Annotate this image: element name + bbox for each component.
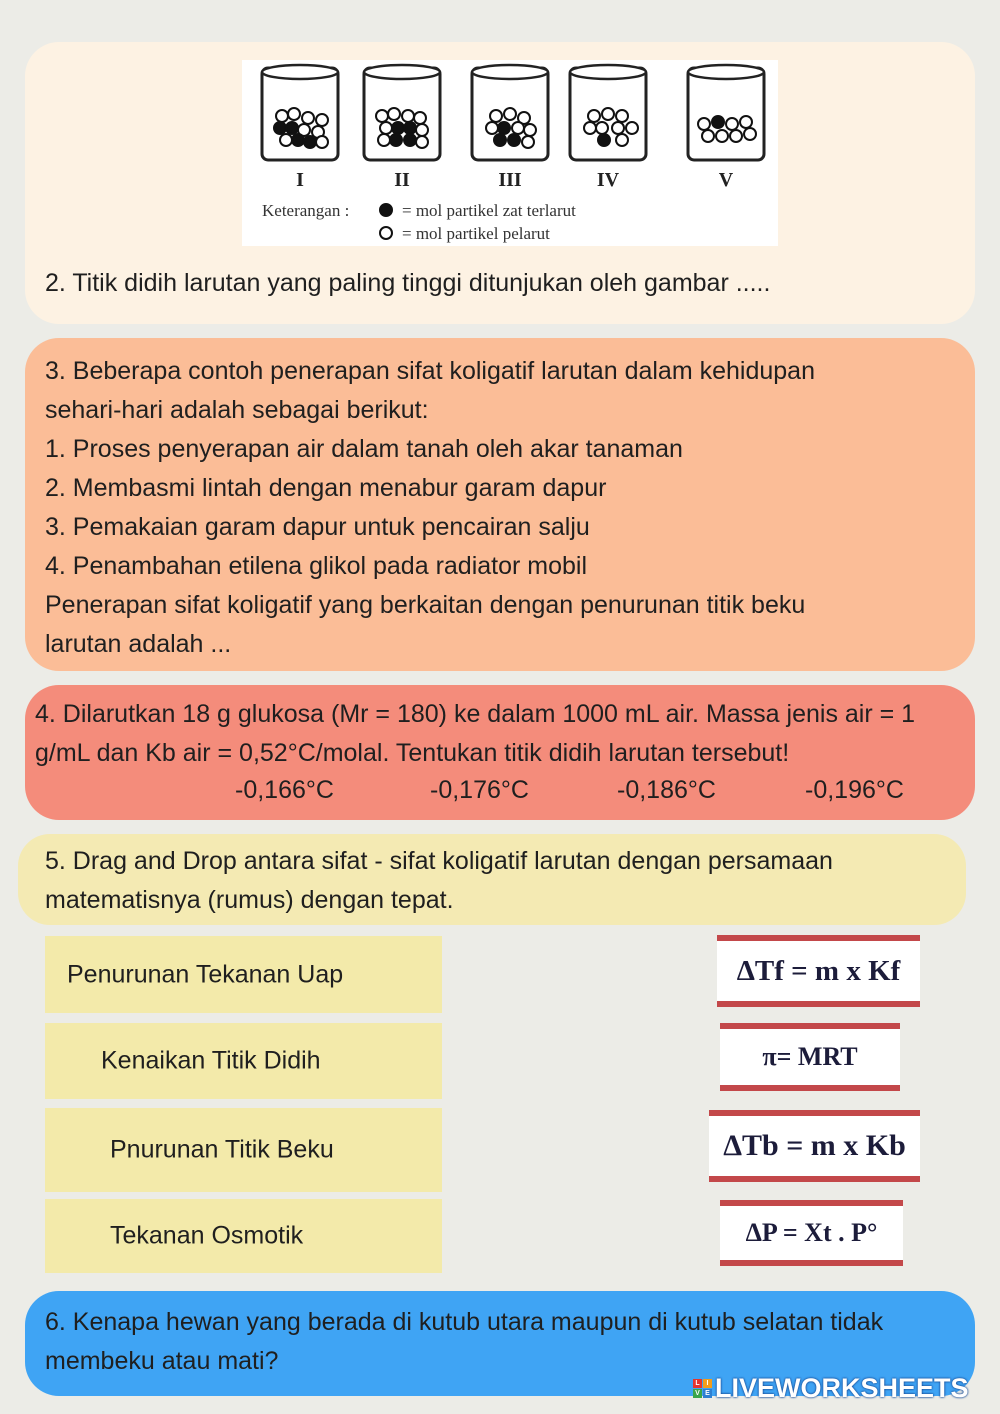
question-3-line: Penerapan sifat koligatif yang berkaitan dengan penurunan titik beku (45, 591, 806, 619)
beaker-label: II (394, 169, 410, 191)
solvent-particle (288, 108, 300, 120)
solvent-particle (402, 110, 414, 122)
question-3-line: 4. Penambahan etilena glikol pada radiator mobil (45, 552, 588, 580)
solute-particle (404, 134, 416, 146)
brand-name: LIVEWORKSHEETS (715, 1373, 969, 1403)
question-3-line: 2. Membasmi lintah dengan menabur garam dapur (45, 474, 607, 502)
legend-solute-dot (380, 204, 392, 216)
solvent-particle (376, 110, 388, 122)
drag-label-text: Penurunan Tekanan Uap (67, 960, 344, 988)
solvent-particle (702, 130, 714, 142)
solvent-particle (378, 134, 390, 146)
beaker-illustration (242, 60, 778, 246)
question-2-text: 2. Titik didih larutan yang paling tinggi ditunjukan oleh gambar ..... (45, 269, 771, 297)
solvent-particle (626, 122, 638, 134)
solvent-particle (316, 136, 328, 148)
solute-particle (304, 136, 316, 148)
solvent-particle (726, 118, 738, 130)
solvent-particle (616, 110, 628, 122)
beaker-label: V (718, 169, 734, 191)
solvent-particle (414, 112, 426, 124)
beaker-label: III (498, 169, 522, 191)
beaker-outline (688, 68, 764, 160)
solvent-particle (280, 134, 292, 146)
question-3-card (25, 338, 975, 671)
legend-solvent-text: = mol partikel pelarut (402, 224, 550, 243)
solvent-particle (512, 122, 524, 134)
solvent-particle (588, 110, 600, 122)
question-3-line: sehari-hari adalah sebagai berikut: (45, 396, 429, 424)
solvent-particle (740, 116, 752, 128)
beaker-rim (262, 65, 338, 79)
solute-particle (508, 134, 520, 146)
solvent-particle (416, 124, 428, 136)
question-3-line: 1. Proses penyerapan air dalam tanah oleh akar tanaman (45, 435, 683, 463)
solvent-particle (698, 118, 710, 130)
question-6-text: 6. Kenapa hewan yang berada di kutub utara maupun di kutub selatan tidak membeku atau mati? (45, 1308, 884, 1375)
beaker-rim (472, 65, 548, 79)
answer-option-c[interactable]: -0,186°C (617, 776, 716, 804)
question-5-card (18, 834, 966, 925)
solvent-particle (490, 110, 502, 122)
legend-solvent-dot (380, 227, 392, 239)
solvent-particle (522, 136, 534, 148)
drag-label-text: Tekanan Osmotik (110, 1221, 304, 1250)
solvent-particle (316, 114, 328, 126)
drag-label-titik-beku[interactable] (45, 1108, 442, 1192)
drag-label-text: Pnurunan Titik Beku (110, 1135, 334, 1164)
liveworksheets-logo (693, 1373, 969, 1404)
question-3-line: 3. Beberapa contoh penerapan sifat koligatif larutan dalam kehidupan (45, 357, 815, 385)
solute-particle (292, 134, 304, 146)
logo-letter: V (693, 1389, 702, 1398)
answer-option-b[interactable]: -0,176°C (430, 776, 529, 804)
drag-label-text: Kenaikan Titik Didih (101, 1046, 321, 1075)
solvent-particle (602, 108, 614, 120)
legend-title: Keterangan : (262, 201, 350, 220)
solute-particle (712, 116, 724, 128)
beaker-figure (242, 60, 778, 246)
formula-delta-tb[interactable]: ΔTb = m x Kb (709, 1110, 920, 1182)
beaker-rim (688, 65, 764, 79)
logo-letter: I (703, 1379, 712, 1388)
solvent-particle (596, 122, 608, 134)
solvent-particle (388, 108, 400, 120)
answer-option-a[interactable]: -0,166°C (235, 776, 334, 804)
formula-delta-p[interactable]: ΔP = Xt . P° (720, 1200, 903, 1266)
solvent-particle (716, 130, 728, 142)
solvent-particle (486, 122, 498, 134)
solvent-particle (730, 130, 742, 142)
drag-label-osmotik[interactable] (45, 1199, 442, 1273)
beaker-label: IV (596, 169, 620, 191)
answer-option-d[interactable]: -0,196°C (805, 776, 904, 804)
solute-particle (404, 122, 416, 134)
logo-letter: L (693, 1379, 702, 1388)
logo-letter: E (703, 1389, 712, 1398)
solvent-particle (616, 134, 628, 146)
formula-delta-tf[interactable]: ΔTf = m x Kf (717, 935, 920, 1007)
formula-osmotic[interactable]: π= MRT (720, 1023, 900, 1091)
solvent-particle (584, 122, 596, 134)
question-5-text: 5. Drag and Drop antara sifat - sifat koligatif larutan dengan persamaan matematisnya (rumus) dengan tepat. (45, 847, 833, 914)
solute-particle (598, 134, 610, 146)
solute-particle (498, 122, 510, 134)
solute-particle (392, 122, 404, 134)
solvent-particle (744, 128, 756, 140)
solvent-particle (524, 124, 536, 136)
solute-particle (390, 134, 402, 146)
solvent-particle (380, 122, 392, 134)
solvent-particle (276, 110, 288, 122)
logo-grid-icon (693, 1379, 712, 1398)
question-3-line: larutan adalah ... (45, 630, 232, 658)
drag-label-titik-didih[interactable] (45, 1023, 442, 1099)
question-3-line: 3. Pemakaian garam dapur untuk pencairan salju (45, 513, 590, 541)
solute-particle (286, 122, 298, 134)
drag-label-tekanan-uap[interactable] (45, 936, 442, 1013)
solvent-particle (416, 136, 428, 148)
beaker-rim (364, 65, 440, 79)
question-4-card (25, 685, 975, 820)
solvent-particle (612, 122, 624, 134)
beaker-rim (570, 65, 646, 79)
beaker-label: I (296, 169, 304, 191)
solute-particle (494, 134, 506, 146)
question-4-text: 4. Dilarutkan 18 g glukosa (Mr = 180) ke dalam 1000 mL air. Massa jenis air = 1 g/mL dan Kb air = 0,52°C/molal. Tentukan titik didih larutan tersebut! (35, 700, 916, 767)
solvent-particle (302, 112, 314, 124)
solute-particle (274, 122, 286, 134)
legend-solute-text: = mol partikel zat terlarut (402, 201, 576, 220)
solvent-particle (504, 108, 516, 120)
question-3-text (45, 352, 955, 664)
